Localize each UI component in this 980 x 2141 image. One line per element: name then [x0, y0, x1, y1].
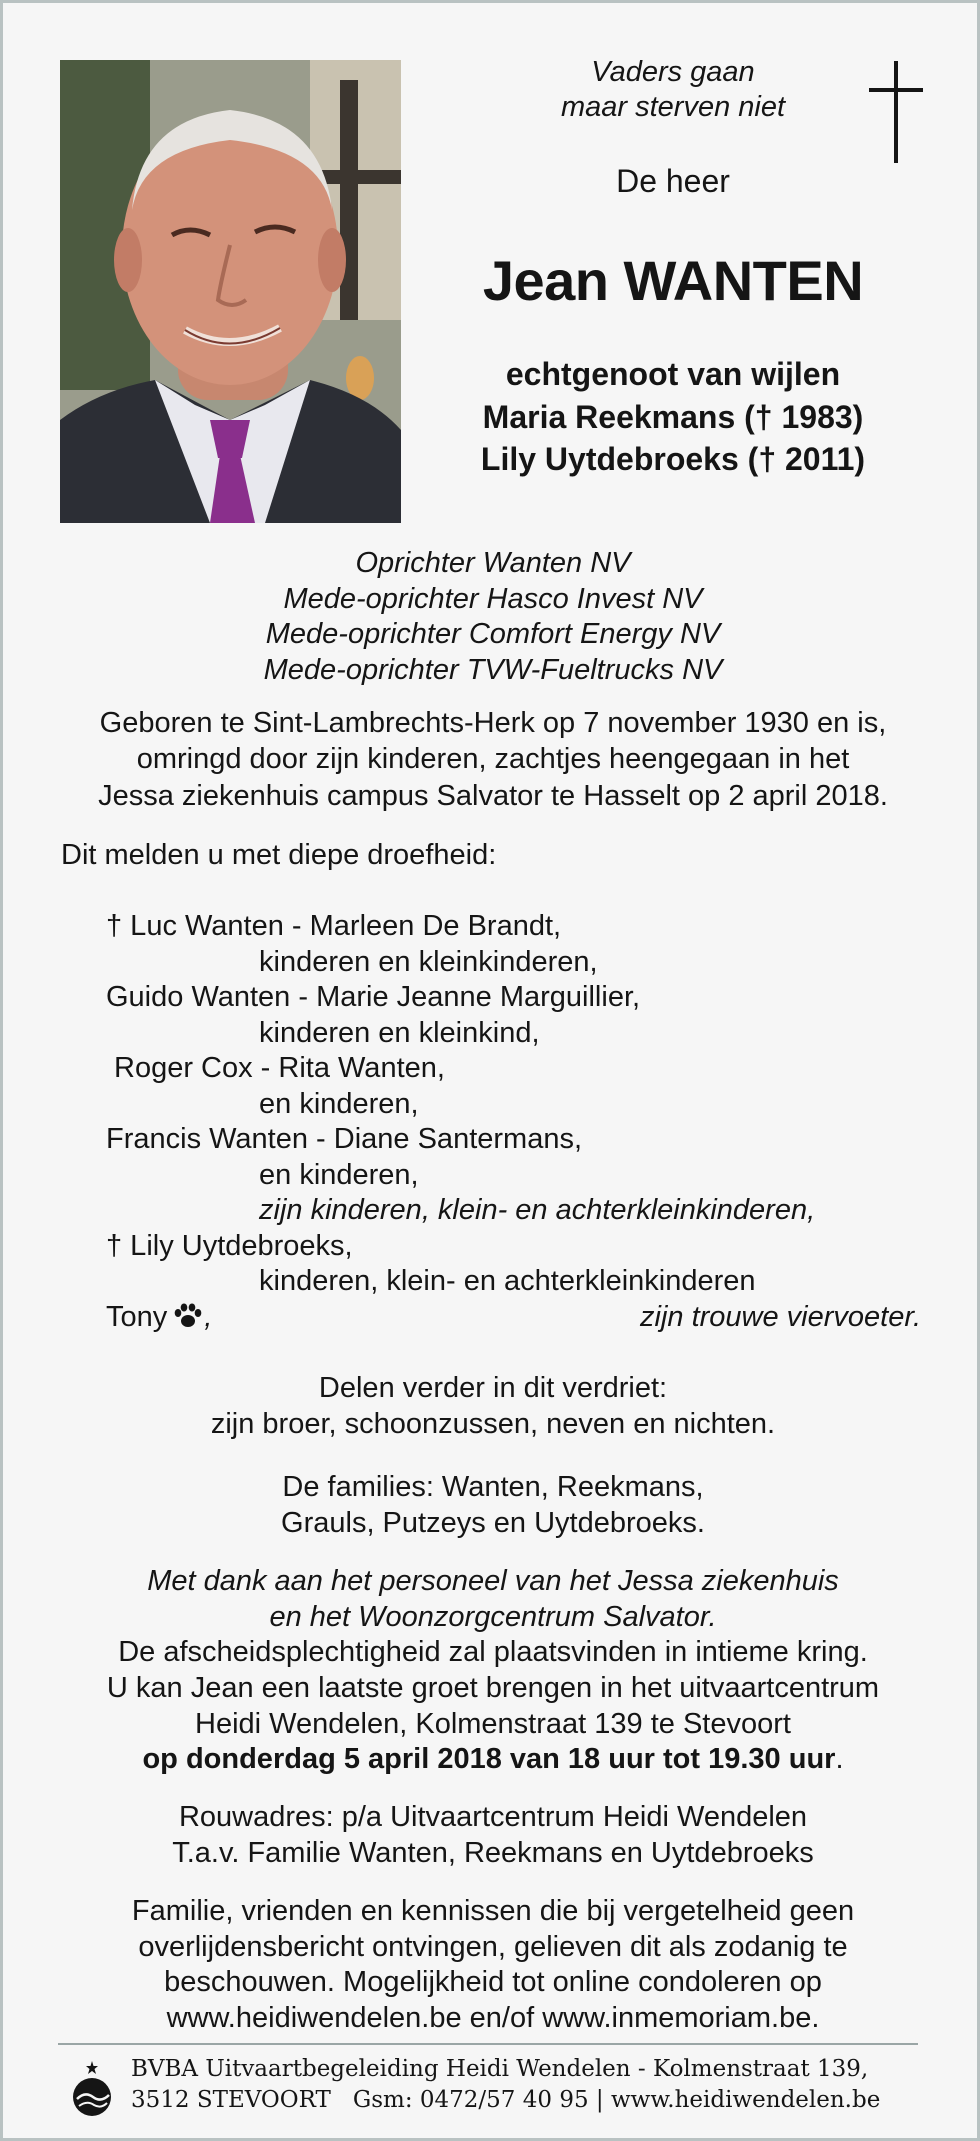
ceremony-line: De afscheidsplechtigheid zal plaatsvinden in intieme kring.	[118, 1636, 868, 1669]
address-line: T.a.v. Familie Wanten, Reekmans en Uytdebroeks	[172, 1836, 814, 1869]
spouse-block	[443, 353, 903, 481]
closing-line: beschouwen. Mogelijkheid tot online condoleren op	[164, 1966, 822, 1999]
paw-icon	[173, 1303, 203, 1329]
ceremony-line: U kan Jean een laatste groet brengen in het uitvaartcentrum	[106, 1671, 880, 1704]
family-line: kinderen, klein- en achterkleinkinderen	[259, 1265, 756, 1297]
share-line: Delen verder in dit verdriet:	[318, 1372, 668, 1404]
visitation-period: .	[835, 1743, 844, 1776]
family-line: † Lily Uytdebroeks,	[106, 1229, 353, 1262]
roles-block	[103, 546, 883, 689]
honorific: De heer	[616, 163, 730, 199]
spouse-line: Maria Reekmans († 1983)	[482, 398, 864, 435]
thanks-ceremony-block	[43, 1564, 943, 1778]
deceased-name: Jean WANTEN	[482, 249, 864, 312]
birth-line: Jessa ziekenhuis campus Salvator te Hasselt op 2 april 2018.	[98, 779, 888, 812]
closing-line: www.heidiwendelen.be en/of www.inmemoriam.be.	[166, 2001, 820, 2034]
closing-note	[43, 1894, 943, 2037]
family-line: en kinderen,	[259, 1087, 419, 1120]
motto	[523, 55, 823, 125]
portrait-photo	[60, 60, 401, 523]
ceremony-line: Heidi Wendelen, Kolmenstraat 139 te Stevoort	[195, 1707, 791, 1740]
role-line: Mede-oprichter TVW-Fueltrucks NV	[263, 653, 723, 686]
role-line: Oprichter Wanten NV	[355, 547, 631, 579]
mourning-address	[83, 1800, 903, 1871]
families-line: Grauls, Putzeys en Uytdebroeks.	[281, 1506, 705, 1539]
family-line: zijn kinderen, klein- en achterkleinkinderen,	[259, 1194, 816, 1226]
footer-contact	[131, 2054, 891, 2116]
cross-icon	[869, 61, 923, 163]
pet-comma: ,	[204, 1300, 213, 1333]
share-grief-block	[83, 1371, 903, 1442]
footer-line: BVBA Uitvaartbegeleiding Heidi Wendelen - Kolmenstraat 139,	[131, 2056, 869, 2082]
families-line: De families: Wanten, Reekmans,	[282, 1471, 704, 1503]
birth-line: omringd door zijn kinderen, zachtjes heengegaan in het	[136, 743, 850, 776]
family-line: Roger Cox - Rita Wanten,	[114, 1052, 445, 1084]
visitation-line	[43, 1742, 943, 1778]
motto-line: maar sterven niet	[560, 90, 786, 123]
family-line: kinderen en kleinkinderen,	[259, 945, 598, 978]
families-block	[83, 1470, 903, 1541]
funeral-home-logo-icon	[69, 2059, 115, 2117]
closing-line: overlijdensbericht ontvingen, gelieven dit als zodanig te	[138, 1930, 848, 1963]
birth-death-block	[43, 705, 943, 814]
thanks-line: Met dank aan het personeel van het Jessa ziekenhuis	[147, 1565, 839, 1597]
portrait-illustration	[60, 60, 401, 523]
family-line: kinderen en kleinkind,	[259, 1016, 540, 1049]
pet-line	[61, 1300, 921, 1336]
spouse-line: echtgenoot van wijlen	[505, 356, 841, 392]
pet-description: zijn trouwe viervoeter.	[640, 1300, 921, 1333]
family-line: en kinderen,	[259, 1158, 419, 1191]
visitation-date: op donderdag 5 april 2018 van 18 uur tot 19.30 uur	[142, 1743, 836, 1776]
footer-divider	[58, 2043, 918, 2045]
family-list	[61, 909, 921, 1335]
birth-line: Geboren te Sint-Lambrechts-Herk op 7 november 1930 en is,	[99, 707, 887, 739]
thanks-line: en het Woonzorgcentrum Salvator.	[269, 1600, 717, 1633]
motto-line: Vaders gaan	[591, 56, 755, 88]
pet-name: Tony	[106, 1300, 168, 1333]
family-line: Guido Wanten - Marie Jeanne Marguillier,	[106, 981, 641, 1013]
address-line: Rouwadres: p/a Uitvaartcentrum Heidi Wendelen	[178, 1801, 808, 1833]
closing-line: Familie, vrienden en kennissen die bij vergetelheid geen	[131, 1895, 855, 1927]
spouse-line: Lily Uytdebroeks († 2011)	[480, 441, 866, 478]
role-line: Mede-oprichter Hasco Invest NV	[283, 582, 703, 615]
announcement: Dit melden u met diepe droefheid:	[61, 839, 497, 871]
footer-line: 3512 STEVOORT Gsm: 0472/57 40 95 | www.heidiwendelen.be	[131, 2087, 881, 2114]
share-line: zijn broer, schoonzussen, neven en nichten.	[210, 1407, 776, 1440]
role-line: Mede-oprichter Comfort Energy NV	[265, 618, 721, 651]
family-line: Francis Wanten - Diane Santermans,	[106, 1123, 583, 1155]
family-line: † Luc Wanten - Marleen De Brandt,	[106, 910, 562, 942]
